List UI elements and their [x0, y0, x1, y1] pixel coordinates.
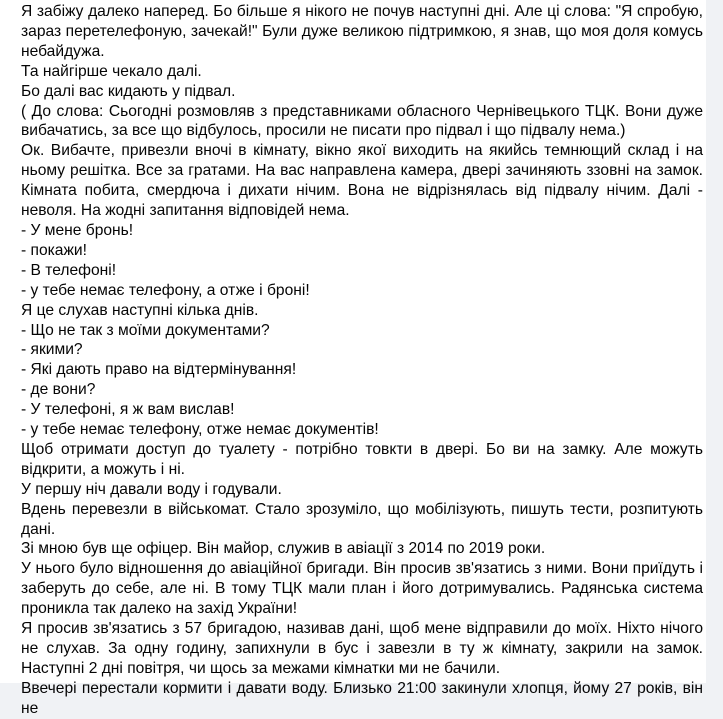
post-paragraph: Я просив зв'язатись з 57 бригадою, називав дані, щоб мене відправили до моїх. Ніхто нічого не слухав. За одну годину, запихнули в бус і завезли в ту ж кімнату, закрили на замок. Наступні 2 дні повітря, чи щось за межами кімнатки ми не бачили.: [21, 620, 703, 677]
post-paragraph: ( До слова: Сьогодні розмовляв з представниками обласного Чернівецького ТЦК. Вони дуже вибачатись, за все що відбулось, просили не писати про підвал і що підвалу нема.): [21, 102, 703, 140]
post-paragraph: Вдень перевезли в військомат. Стало зрозуміло, що мобілізують, пишуть тести, розпитують дані.: [21, 500, 703, 538]
post-paragraph: Щоб отримати доступ до туалету - потрібно товкти в двері. Бо ви на замку. Але можуть відкрити, а можуть і ні.: [21, 440, 703, 478]
post-paragraph: Ввечері перестали кормити і давати воду. Близько 21:00 закинули хлопця, йому 27 років, він не: [21, 679, 703, 717]
post-paragraph: - В телефоні!: [21, 261, 117, 279]
post-paragraph: У першу ніч давали воду і годували.: [21, 480, 282, 498]
post-paragraph: - Які дають право на відтермінування!: [21, 361, 297, 379]
post-paragraph: Та найгірше чекало далі.: [21, 62, 202, 80]
post-paragraph: - у тебе немає телефону, а отже і броні!: [21, 281, 310, 299]
post-paragraph: Ок. Вибачте, привезли вночі в кімнату, вікно якої виходить на якийсь темнющий склад і на ньому решітка. Все за гратами. На вас направлена камера, двері зачиняють ззовні на замок. Кімната побита, смердюча і дихати нічим. Вона не відрізнялась від підвалу нічим. Далі - неволя. На жодні запитання відповідей нема.: [21, 142, 703, 220]
post-paragraph: Я це слухав наступні кілька днів.: [21, 301, 259, 319]
post-paragraph: Зі мною був ще офіцер. Він майор, служив в авіації з 2014 по 2019 роки.: [21, 540, 546, 558]
post-paragraph: Бо далі вас кидають у підвал.: [21, 82, 236, 100]
post-paragraph: - покажи!: [21, 241, 87, 259]
post-paragraph: - Що не так з моїми документами?: [21, 321, 270, 339]
scrollbar-track[interactable]: [706, 0, 723, 683]
post-paragraph: - У телефоні, я ж вам вислав!: [21, 401, 235, 419]
post-paragraph: - якими?: [21, 341, 83, 359]
post-paragraph: - де вони?: [21, 381, 96, 399]
post-paragraph: У нього було відношення до авіаційної бригади. Він просив зв'язатись з ними. Вони приїдуть і заберуть до себе, але ні. В тому ТЦК мали план і його дотримувались. Радянська система проникла так далеко на захід України!: [21, 560, 703, 618]
post-paragraph: Я забіжу далеко наперед. Бо більше я нікого не почув наступні дні. Але ці слова: "Я спробую, зараз перетелефоную, зачекай!" Були дуже великою підтримкою, я знав, що моя доля комусь небайдужа.: [21, 3, 703, 60]
post-paragraph: - у тебе немає телефону, отже немає документів!: [21, 421, 379, 439]
post-text: [21, 2, 703, 719]
post-paragraph: - У мене бронь!: [21, 221, 134, 239]
